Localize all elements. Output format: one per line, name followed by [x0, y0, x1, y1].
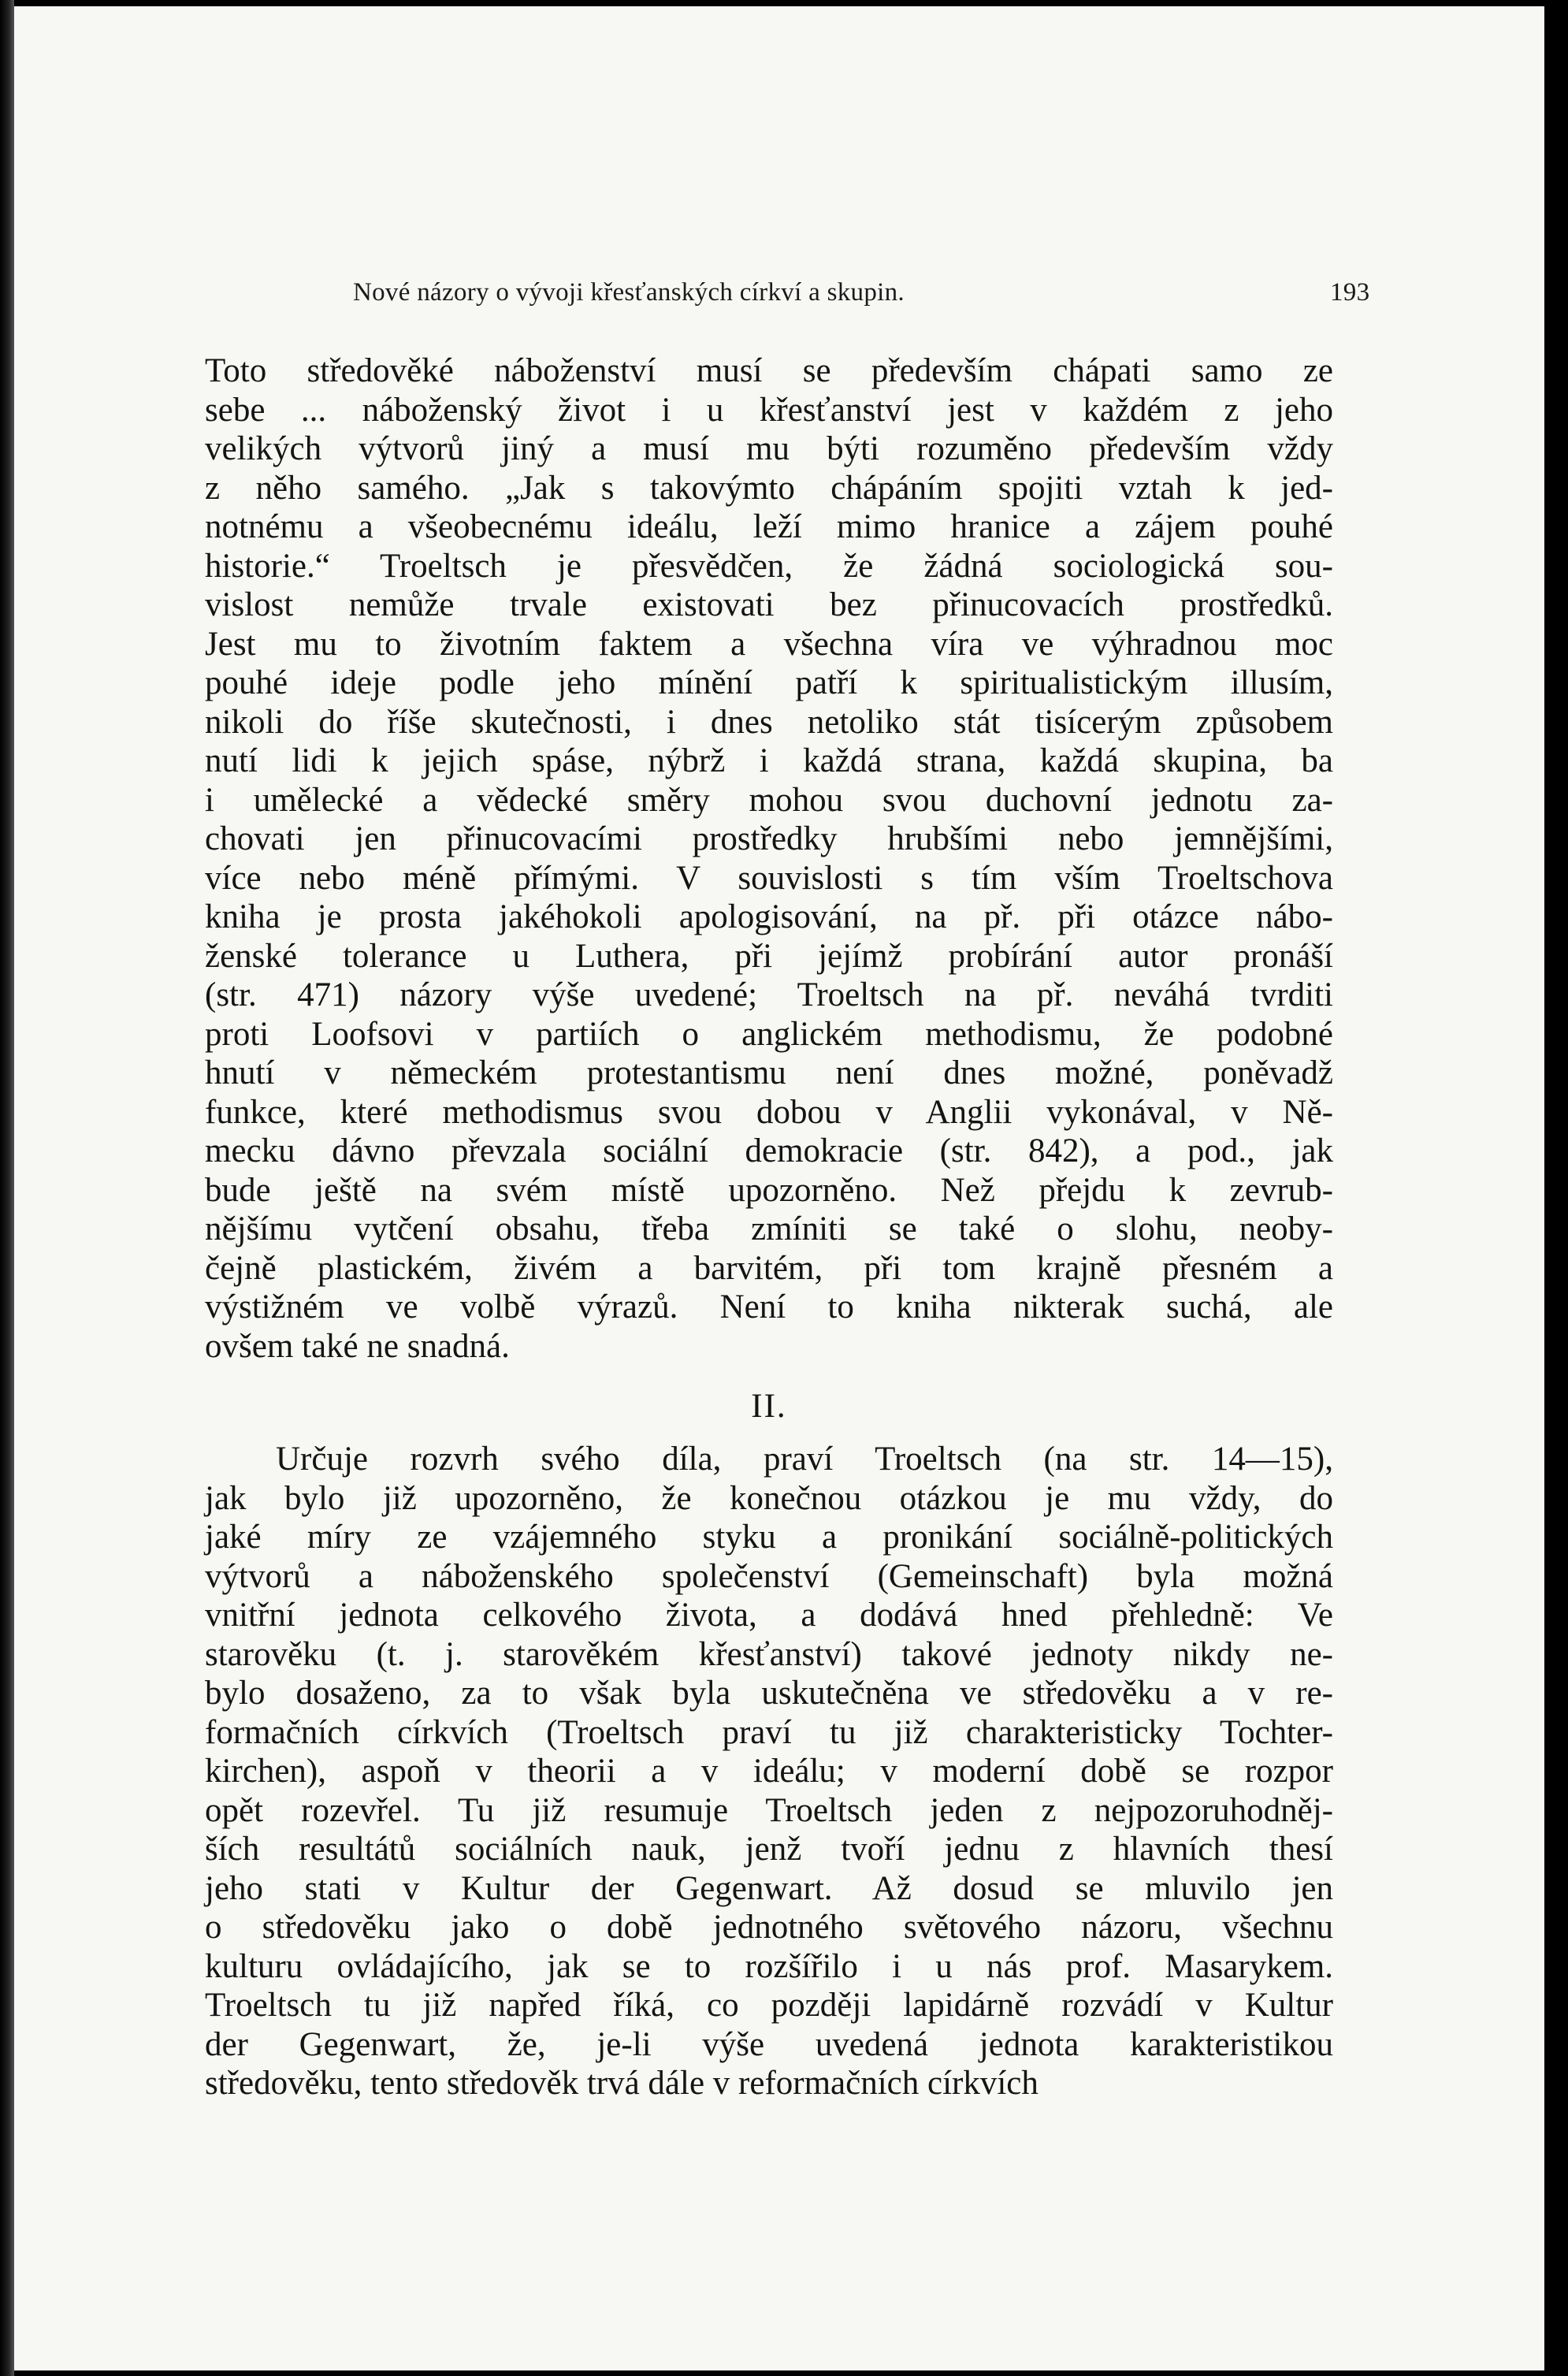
text-line: vislost nemůže trvale existovati bez přinucovacích prostředků.: [205, 586, 1333, 623]
text-line: pouhé ideje podle jeho mínění patří k spiritualistickým illusím,: [205, 664, 1333, 701]
text-line: opět rozevřel. Tu již resumuje Troeltsch jeden z nejpozoruhodněj-: [205, 1791, 1333, 1829]
text-line: kulturu ovládajícího, jak se to rozšířilo i u nás prof. Masarykem.: [205, 1947, 1333, 1985]
paragraph-2: [205, 1440, 1333, 2103]
text-line: nějšímu vytčení obsahu, třeba zmíniti se také o slohu, neoby-: [205, 1210, 1333, 1247]
text-line: mecku dávno převzala sociální demokracie (str. 842), a pod., jak: [205, 1132, 1333, 1169]
text-line: ovšem také ne snadná.: [205, 1327, 510, 1365]
text-line: jak bylo již upozorněno, že konečnou otázkou je mu vždy, do: [205, 1479, 1333, 1517]
paragraph-1: [205, 351, 1333, 1366]
running-head: [353, 278, 1377, 318]
text-line: středověku, tento středověk trvá dále v reformačních církvích: [205, 2065, 1039, 2102]
text-line: čejně plastickém, živém a barvitém, při tom krajně přesném a: [205, 1249, 1333, 1287]
text-line: funkce, které methodismus svou dobou v Anglii vykonával, v Ně-: [205, 1093, 1333, 1131]
text-line: jeho stati v Kultur der Gegenwart. Až dosud se mluvilo jen: [205, 1869, 1333, 1907]
text-line: kniha je prosta jakéhokoli apologisování, na př. při otázce nábo-: [205, 898, 1333, 935]
text-line: jaké míry ze vzájemného styku a pronikání sociálně-politických: [205, 1519, 1333, 1556]
running-head-title: Nové názory o vývoji křesťanských církví a skupin.: [353, 278, 905, 307]
text-line: Troeltsch tu již napřed říká, co později lapidárně rozvádí v Kultur: [205, 1987, 1333, 2024]
text-line: vnitřní jednota celkového života, a dodává hned přehledně: Ve: [205, 1597, 1333, 1634]
text-line: hnutí v německém protestantismu není dnes možné, poněvadž: [205, 1054, 1333, 1091]
text-line: velikých výtvorů jiný a musí mu býti rozuměno především vždy: [205, 430, 1333, 467]
text-line: nikoli do říše skutečnosti, i dnes netoliko stát tisícerým způsobem: [205, 703, 1333, 741]
text-line: výtvorů a náboženského společenství (Gemeinschaft) byla možná: [205, 1557, 1333, 1595]
page-number: 193: [1330, 278, 1370, 307]
body-text: [205, 351, 1333, 2103]
text-line: Určuje rozvrh svého díla, praví Troeltsch (na str. 14—15),: [276, 1441, 1333, 1478]
text-line: starověku (t. j. starověkém křesťanství) takové jednoty nikdy ne-: [205, 1635, 1333, 1673]
text-line: (str. 471) názory výše uvedené; Troeltsch na př. neváhá tvrditi: [205, 976, 1333, 1013]
text-line: notnému a všeobecnému ideálu, leží mimo hranice a zájem pouhé: [205, 508, 1333, 545]
text-line: kirchen), aspoň v theorii a v ideálu; v moderní době se rozpor: [205, 1753, 1333, 1790]
text-line: více nebo méně přímými. V souvislosti s tím vším Troeltschova: [205, 859, 1333, 897]
text-line: sebe ... náboženský život i u křesťanství jest v každém z jeho: [205, 391, 1333, 429]
text-line: proti Loofsovi v partiích o anglickém methodismu, že podobné: [205, 1015, 1333, 1053]
scan-right-edge: [1544, 0, 1568, 2376]
text-line: der Gegenwart, že, je-li výše uvedená jednota karakteristikou: [205, 2025, 1333, 2063]
text-line: o středověku jako o době jednotného světového názoru, všechnu: [205, 1909, 1333, 1946]
text-line: historie.“ Troeltsch je přesvědčen, že žádná sociologická sou-: [205, 547, 1333, 585]
text-line: formačních církvích (Troeltsch praví tu již charakteristicky Tochter-: [205, 1713, 1333, 1751]
text-line: Jest mu to životním faktem a všechna víra ve výhradnou moc: [205, 625, 1333, 663]
text-line: i umělecké a vědecké směry mohou svou duchovní jednotu za-: [205, 781, 1333, 819]
book-page: [14, 6, 1544, 2370]
text-line: bude ještě na svém místě upozorněno. Než přejdu k zevrub-: [205, 1171, 1333, 1209]
text-line: výstižném ve volbě výrazů. Není to kniha nikterak suchá, ale: [205, 1288, 1333, 1326]
scan-left-edge: [0, 0, 14, 2376]
text-line: ších resultátů sociálních nauk, jenž tvoří jednu z hlavních thesí: [205, 1831, 1333, 1868]
text-line: ženské tolerance u Luthera, při jejímž probírání autor pronáší: [205, 937, 1333, 975]
text-line: z něho samého. „Jak s takovýmto chápáním spojiti vztah k jed-: [205, 469, 1333, 507]
section-heading: II.: [751, 1388, 787, 1425]
text-line: nutí lidi k jejich spáse, nýbrž i každá strana, každá skupina, ba: [205, 742, 1333, 779]
text-line: Toto středověké náboženství musí se především chápati samo ze: [205, 352, 1333, 389]
text-line: bylo dosaženo, za to však byla uskutečněna ve středověku a v re-: [205, 1675, 1333, 1712]
text-line: chovati jen přinucovacími prostředky hrubšími nebo jemnějšími,: [205, 820, 1333, 857]
